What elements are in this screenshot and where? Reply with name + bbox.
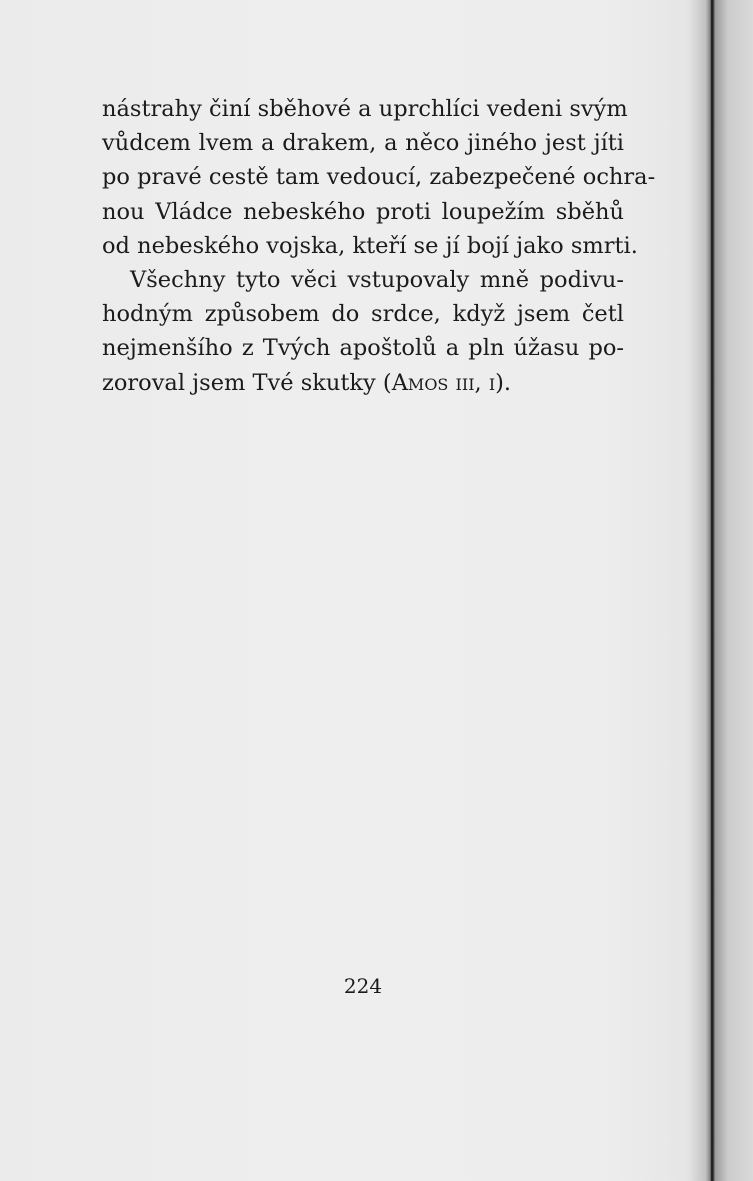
paragraph1-line-4: nou Vládce nebeského proti loupežím sběhů xyxy=(102,198,624,225)
paragraph2-line-4 xyxy=(102,366,624,400)
paragraph2-line-4-text: zoroval jsem Tvé skutky ( xyxy=(102,369,392,396)
paragraph1-line-1: nástrahy činí sběhové a uprchlíci vedeni svým xyxy=(102,96,628,122)
paragraph2-line-1: Všechny tyto věci vstupovaly mně podivu- xyxy=(130,266,624,293)
biblical-citation: Amos iii, i xyxy=(391,369,496,396)
paragraph1-line-2: vůdcem lvem a drakem, a něco jiného jest jíti xyxy=(102,130,624,157)
body-text xyxy=(102,92,656,400)
page-gutter-shadow xyxy=(690,0,753,1181)
paragraph1-line-5: od nebeského vojska, kteří se jí bojí jako smrti. xyxy=(102,232,638,259)
paragraph2-line-4-end: ). xyxy=(495,369,512,396)
paragraph2-line-2: hodným způsobem do srdce, když jsem četl xyxy=(102,301,624,328)
paragraph2-line-3: nejmenšího z Tvých apoštolů a pln úžasu po- xyxy=(102,335,624,362)
paragraph1-line-3: po pravé cestě tam vedoucí, zabezpečené ochra- xyxy=(102,164,656,191)
page-number: 224 xyxy=(343,974,383,998)
